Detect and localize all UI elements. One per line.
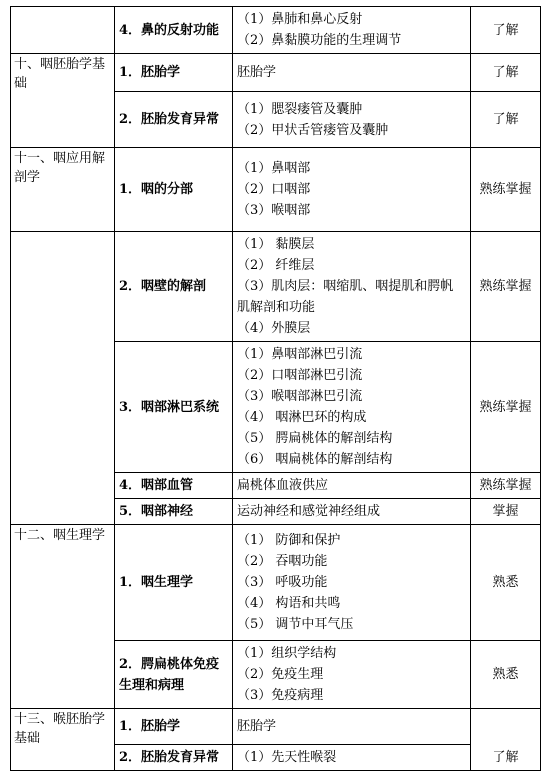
list-item: （1） 防御和保护 xyxy=(237,533,341,548)
category-cell: 十二、咽生理学 xyxy=(11,525,115,709)
category-cell xyxy=(11,232,115,525)
list-item: （3） 呼吸功能 xyxy=(237,575,328,590)
list-item: 扁桃体血液供应 xyxy=(237,478,329,493)
category-cell: 十一、咽应用解剖学 xyxy=(11,148,115,232)
requirement-cell: 熟练掌握 xyxy=(471,342,541,473)
topic-cell: 3．咽部淋巴系统 xyxy=(115,342,233,473)
list-item: 运动神经和感觉神经组成 xyxy=(237,504,381,519)
list-item: （5） 调节中耳气压 xyxy=(237,617,354,632)
list-item: （1）鼻咽部 xyxy=(237,161,311,176)
category-cell: 十、咽胚胎学基础 xyxy=(11,54,115,148)
list-item: （1）组织学结构 xyxy=(237,646,337,661)
requirement-cell: 了解 xyxy=(471,92,541,148)
list-item: 胚胎学 xyxy=(237,65,277,80)
list-item: （2）甲状舌管瘘管及囊肿 xyxy=(237,122,389,138)
list-item: （2） 纤维层 xyxy=(237,258,315,273)
topic-cell: 4．咽部血管 xyxy=(115,473,233,499)
list-item: （5） 腭扁桃体的解剖结构 xyxy=(237,431,393,446)
items-cell xyxy=(233,499,471,525)
topic-cell: 5．咽部神经 xyxy=(115,499,233,525)
requirement-cell: 了解 xyxy=(471,54,541,92)
topic-cell: 2．咽壁的解剖 xyxy=(115,232,233,342)
list-item: （3）肌肉层：咽缩肌、咽提肌和腭帆肌解剖和功能 xyxy=(237,279,454,315)
topic-cell: 1．咽生理学 xyxy=(115,525,233,641)
requirement-cell: 熟悉 xyxy=(471,641,541,709)
requirement-cell: 熟练掌握 xyxy=(471,232,541,342)
requirement-cell: 掌握 xyxy=(471,499,541,525)
category-cell: 十三、喉胚胎学基础 xyxy=(11,709,115,771)
topic-cell: 2．腭扁桃体免疫生理和病理 xyxy=(115,641,233,709)
table-row xyxy=(11,709,541,745)
requirement-cell: 熟练掌握 xyxy=(471,148,541,232)
list-item: （3）喉咽部淋巴引流 xyxy=(237,389,363,404)
items-cell xyxy=(233,709,471,745)
list-item: （2） 吞咽功能 xyxy=(237,554,328,569)
items-cell xyxy=(233,342,471,473)
topic-cell: 4．鼻的反射功能 xyxy=(115,7,233,54)
list-item: （2）鼻黏膜功能的生理调节 xyxy=(237,33,402,48)
topic-cell: 1．咽的分部 xyxy=(115,148,233,232)
list-item: （1）鼻肺和鼻心反射 xyxy=(237,12,363,27)
list-item: 胚胎学 xyxy=(237,719,277,734)
table-row xyxy=(11,54,541,92)
list-item: （3）喉咽部 xyxy=(237,203,311,218)
topic-cell: 1．胚胎学 xyxy=(115,709,233,745)
list-item: （2）口咽部淋巴引流 xyxy=(237,368,363,383)
items-cell xyxy=(233,641,471,709)
list-item: （1）腮裂瘘管及囊肿 xyxy=(237,101,363,117)
items-cell xyxy=(233,92,471,148)
items-cell xyxy=(233,7,471,54)
requirement-cell: 了解 xyxy=(471,709,541,771)
list-item: （3）免疫病理 xyxy=(237,688,324,703)
table-row xyxy=(11,525,541,641)
table-row xyxy=(11,148,541,232)
list-item: （2）免疫生理 xyxy=(237,667,324,682)
list-item: （6） 咽扁桃体的解剖结构 xyxy=(237,452,393,467)
syllabus-table xyxy=(10,6,541,771)
requirement-cell: 了解 xyxy=(471,7,541,54)
list-item: （4）外膜层 xyxy=(237,321,311,336)
list-item: （4） 咽淋巴环的构成 xyxy=(237,410,367,425)
category-cell xyxy=(11,7,115,54)
table-row xyxy=(11,232,541,342)
items-cell xyxy=(233,232,471,342)
items-cell xyxy=(233,148,471,232)
list-item: （4） 构语和共鸣 xyxy=(237,596,341,611)
list-item: （2）口咽部 xyxy=(237,182,311,197)
list-item: （1） 黏膜层 xyxy=(237,237,315,252)
topic-cell: 2．胚胎发育异常 xyxy=(115,92,233,148)
topic-cell: 2．胚胎发育异常 xyxy=(115,745,233,771)
list-item: （1）先天性喉裂 xyxy=(237,750,337,765)
topic-cell: 1．胚胎学 xyxy=(115,54,233,92)
requirement-cell: 熟练掌握 xyxy=(471,473,541,499)
list-item: （1）鼻咽部淋巴引流 xyxy=(237,347,363,362)
items-cell xyxy=(233,54,471,92)
table-row xyxy=(11,7,541,54)
items-cell xyxy=(233,745,471,771)
items-cell xyxy=(233,473,471,499)
items-cell xyxy=(233,525,471,641)
requirement-cell: 熟悉 xyxy=(471,525,541,641)
